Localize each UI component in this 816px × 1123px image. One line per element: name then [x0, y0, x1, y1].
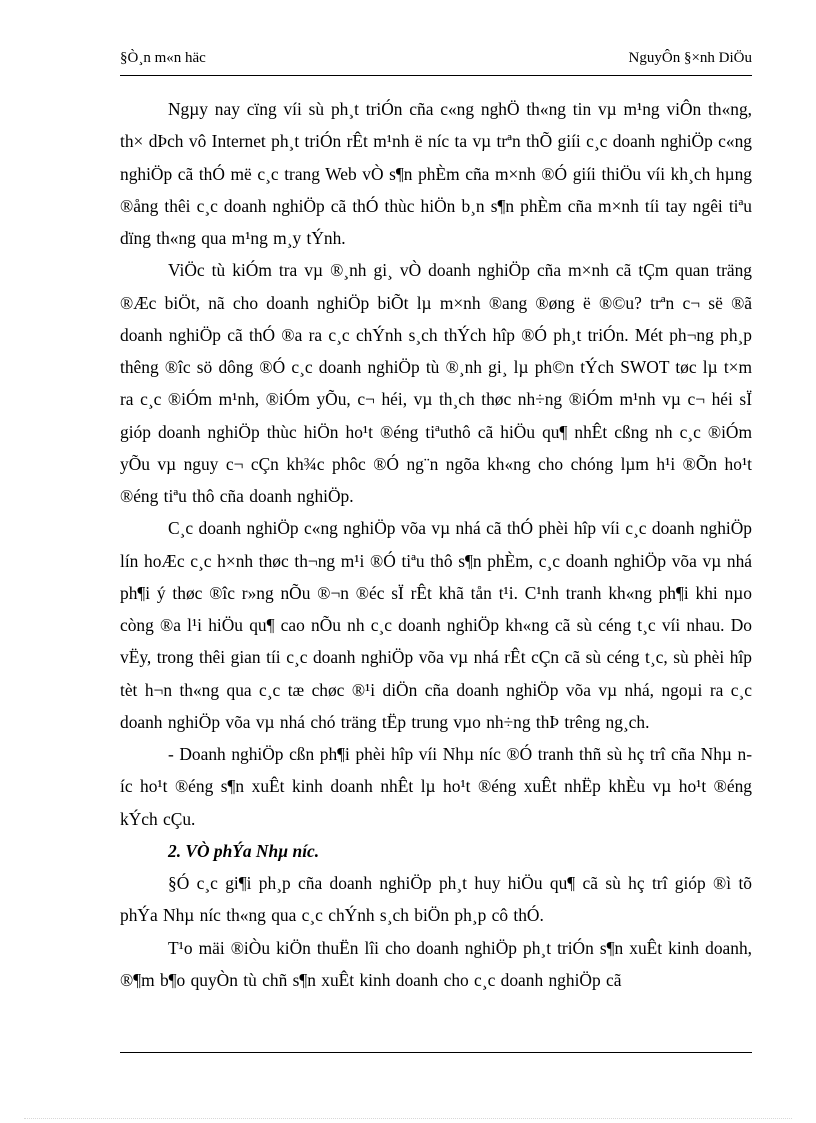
page-bottom-edge	[24, 1118, 792, 1119]
header-course-title: §Ò¸n m«n häc	[120, 50, 206, 66]
paragraph-state-support: - Doanh nghiÖp cßn ph¶i phèi hîp víi Nhµ níc ®Ó tranh thñ sù hç trî cña Nhµ níc ho¹t ®éng s¶n xuÊt kinh doanh nhÊt lµ ho¹t ®éng xuÊt nhËp khÈu vµ ho¹t ®éng kÝch cÇu.	[120, 744, 752, 829]
paragraph-sme-cooperation: C¸c doanh nghiÖp c«ng nghiÖp võa vµ nhá cã thÓ phèi hîp víi c¸c doanh nghiÖp lín hoÆc c¸c h×nh thøc th¬ng m¹i ®Ó tiªu thô s¶n phÈm, c¸c doanh nghiÖp võa vµ nhá ph¶i ý thøc ®îc r»ng nÕu ®¬n ®éc sÏ rÊt khã tån t¹i. C¹nh tranh kh«ng ph¶i khi nµo còng ®a l¹i hiÖu qu¶ cao nÕu nh c¸c doanh nghiÖp kh«ng cã sù céng t¸c víi nhau. Do vËy, trong thêi gian tíi c¸c doanh nghiÖp võa vµ nhá rÊt cÇn cã sù céng t¸c, sù phèi hîp tèt h¬n th«ng qua c¸c tæ chøc ®¹i diÖn cña doanh nghiÖp võa vµ nhá, ngoµi ra c¸c doanh nghiÖp võa vµ nhá chó träng tËp trung vµo nh÷ng thÞ trêng ng¸ch.	[120, 518, 752, 732]
footer-rule	[120, 1052, 752, 1053]
page-header	[120, 50, 752, 72]
paragraph-internet: Ngµy nay cïng víi sù ph¸t triÓn cña c«ng nghÖ th«ng tin vµ m¹ng viÔn th«ng, th× dÞch vô Internet ph¸t triÓn rÊt m¹nh ë níc ta vµ trªn thÕ giíi c¸c doanh nghiÖp c«ng nghiÖp cã thÓ më c¸c trang Web vÒ s¶n phÈm cña m×nh ®Ó giíi thiÖu víi kh¸ch hµng ®ång thêi c¸c doanh nghiÖp cã thÓ thùc hiÖn b¸n s¶n phÈm cña m×nh tíi tay ngêi tiªu dïng th«ng qua m¹ng m¸y tÝnh.	[120, 99, 752, 248]
paragraph-swot: ViÖc tù kiÓm tra vµ ®¸nh gi¸ vÒ doanh nghiÖp cña m×nh cã tÇm quan träng ®Æc biÖt, nã cho doanh nghiÖp biÕt lµ m×nh ®ang ®øng ë ®©u? trªn c¬ së ®ã doanh nghiÖp cã thÓ ®a ra c¸c chÝnh s¸ch thÝch hîp ®Ó ph¸t triÓn. Mét ph¬ng ph¸p thêng ®îc sö dông ®Ó c¸c doanh nghiÖp tù ®¸nh gi¸ lµ ph©n tÝch SWOT tøc lµ t×m ra c¸c ®iÓm m¹nh, ®iÓm yÕu, c¬ héi, vµ th¸ch thøc nh÷ng ®iÓm m¹nh vµ c¬ héi sÏ gióp doanh nghiÖp thùc hiÖn ho¹t ®éng tiªuthô cã hiÖu qu¶ nhÊt cßng nh c¸c ®iÓm yÕu vµ nguy c¬ cÇn kh¾c phôc ®Ó ng¨n ngõa kh«ng cho chóng lµm h¹i ®Õn ho¹t ®éng tiªu thô cña doanh nghiÖp.	[120, 260, 752, 506]
paragraph-state-policy: §Ó c¸c gi¶i ph¸p cña doanh nghiÖp ph¸t huy hiÖu qu¶ cã sù hç trî gióp ®ì tõ phÝa Nhµ níc th«ng qua c¸c chÝnh s¸ch biÖn ph¸p cô thÓ.	[120, 873, 752, 926]
header-author-name: NguyÔn §×nh DiÖu	[628, 50, 752, 66]
section-heading: 2. VÒ phÝa Nhµ níc.	[168, 840, 320, 861]
body-text	[120, 93, 752, 996]
header-rule	[120, 75, 752, 76]
paragraph-favorable-conditions: T¹o mäi ®iÒu kiÖn thuËn lîi cho doanh nghiÖp ph¸t triÓn s¶n xuÊt kinh doanh, ®¶m b¶o quyÒn tù chñ s¶n xuÊt kinh doanh cho c¸c doanh nghiÖp cã	[120, 937, 752, 990]
